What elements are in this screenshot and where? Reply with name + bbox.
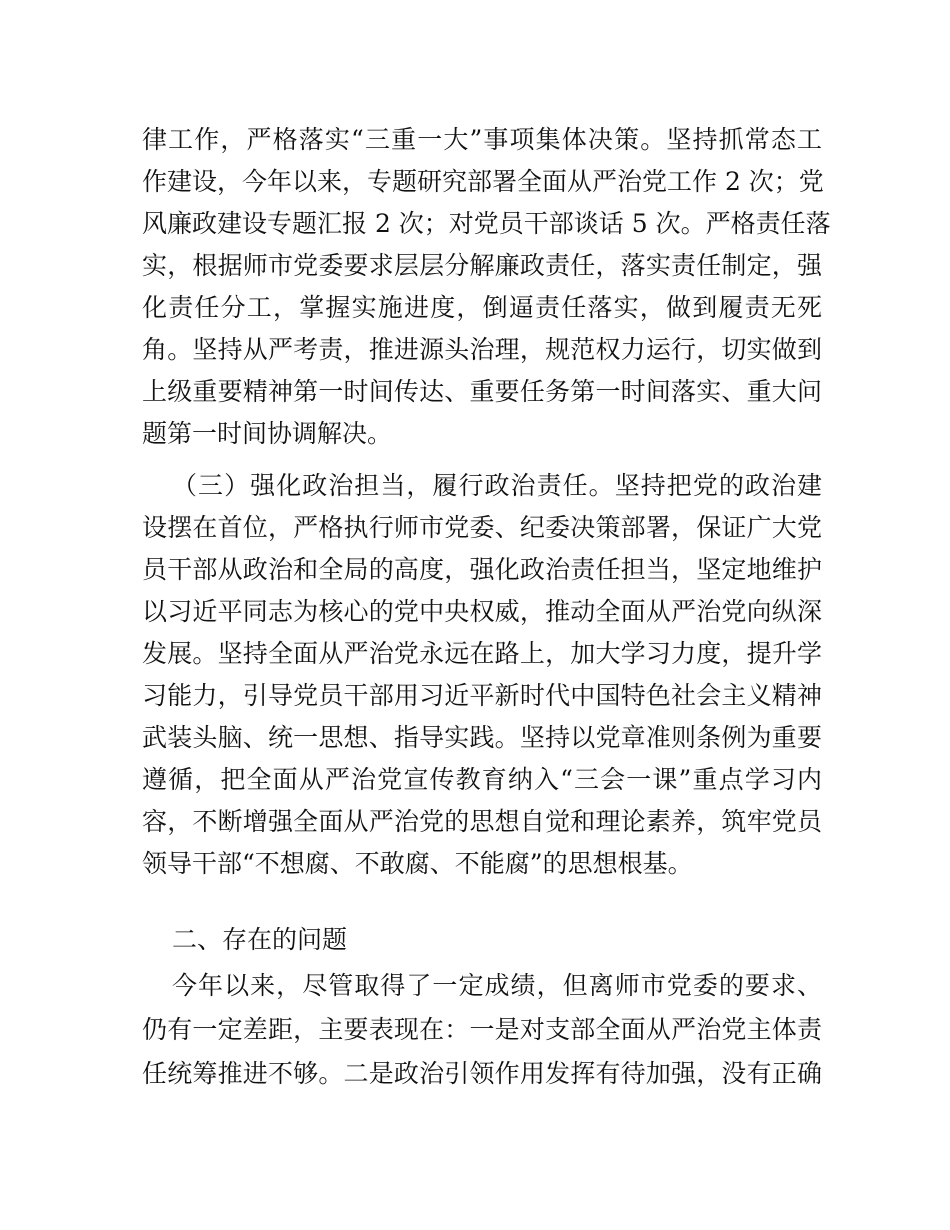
paragraph-line: 角。坚持从严考责，推进源头治理，规范权力运行，切实做到 (142, 335, 822, 364)
paragraph-line: 实，根据师市党委要求层层分解廉政责任，落实责任制定，强 (142, 251, 822, 280)
paragraph-line: 遵循，把全面从严治党宣传教育纳入“三会一课”重点学习内 (142, 765, 822, 794)
paragraph-line: 领导干部“不想腐、不敢腐、不能腐”的思想根基。 (142, 849, 693, 878)
section-heading-line: （三）强化政治担当，履行政治责任。坚持把党的政治建 (172, 471, 822, 500)
paragraph-line: 今年以来，尽管取得了一定成绩，但离师市党委的要求、 (172, 971, 822, 1000)
paragraph-line: 风廉政建设专题汇报 2 次；对党员干部谈话 5 次。严格责任落 (142, 209, 831, 238)
paragraph-line: 容，不断增强全面从严治党的思想自觉和理论素养，筑牢党员 (142, 807, 822, 836)
paragraph-line: 化责任分工，掌握实施进度，倒逼责任落实，做到履责无死 (142, 293, 822, 322)
paragraph-line: 习能力，引导党员干部用习近平新时代中国特色社会主义精神 (142, 681, 822, 710)
paragraph-line: 作建设，今年以来，专题研究部署全面从严治党工作 2 次；党 (142, 167, 824, 196)
paragraph-line: 仍有一定差距，主要表现在：一是对支部全面从严治党主体责 (142, 1015, 822, 1044)
paragraph-line: 题第一时间协调解决。 (142, 419, 393, 448)
paragraph-line: 任统筹推进不够。二是政治引领作用发挥有待加强，没有正确 (142, 1059, 822, 1088)
paragraph-line: 员干部从政治和全局的高度，强化政治责任担当，坚定地维护 (142, 555, 822, 584)
paragraph-line: 武装头脑、统一思想、指导实践。坚持以党章准则条例为重要 (142, 723, 822, 752)
paragraph-line: 以习近平同志为核心的党中央权威，推动全面从严治党向纵深 (142, 597, 822, 626)
paragraph-line: 设摆在首位，严格执行师市党委、纪委决策部署，保证广大党 (142, 513, 822, 542)
paragraph-line: 律工作，严格落实“三重一大”事项集体决策。坚持抓常态工 (142, 125, 822, 154)
paragraph-line: 上级重要精神第一时间传达、重要任务第一时间落实、重大问 (142, 377, 822, 406)
paragraph-line: 发展。坚持全面从严治党永远在路上，加大学习力度，提升学 (142, 639, 822, 668)
section-heading: 二、存在的问题 (172, 925, 348, 954)
